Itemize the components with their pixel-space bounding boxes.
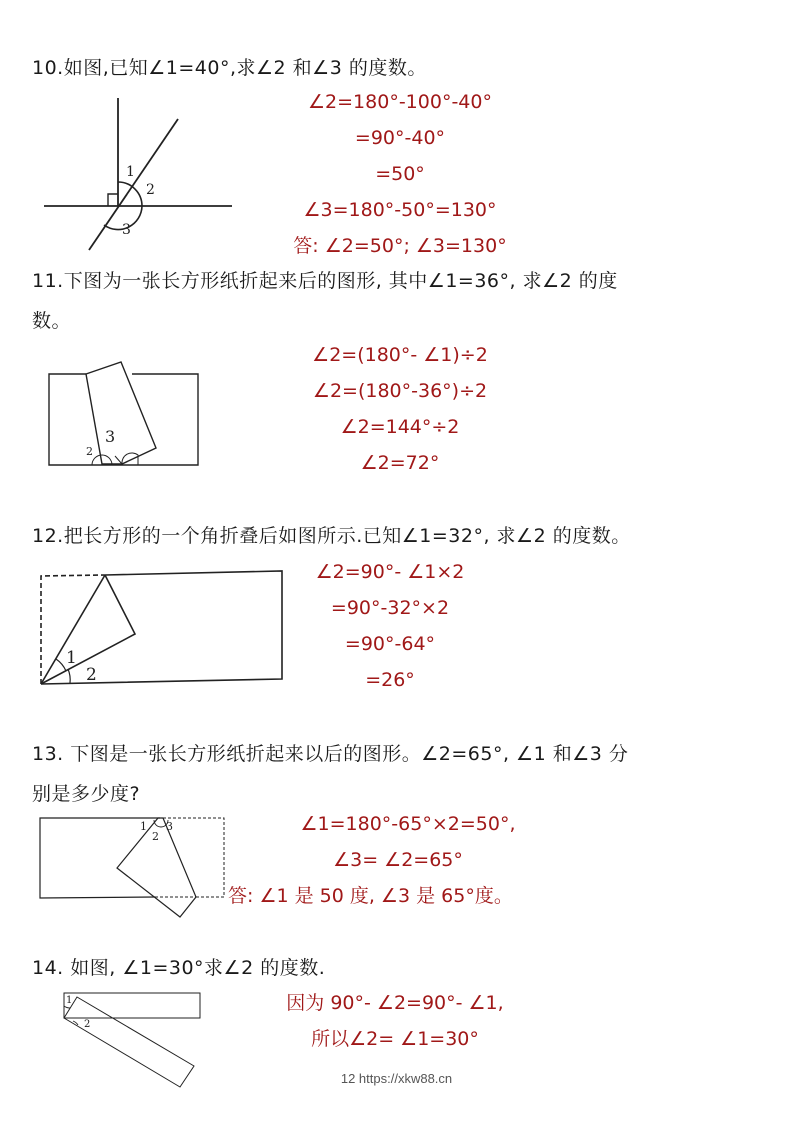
solution-line: ∠2=72° [360,452,440,474]
problem-14-question: 14. 如图, ∠1=30°求∠2 的度数. [32,957,326,979]
question-line: 别是多少度? [32,783,141,805]
solution-line: =90°-40° [354,127,446,149]
question-line: 数。 [32,310,72,332]
solution-line: ∠2=144°÷2 [340,416,460,438]
question-line: 13. 下图是一张长方形纸折起来以后的图形。∠2=65°, ∠1 和∠3 分 [32,743,629,765]
question-line: 11.下图为一张长方形纸折起来后的图形, 其中∠1=36°, 求∠2 的度 [32,270,618,292]
answer-line: 答: ∠2=50°; ∠3=130° [293,235,507,257]
solution-line: ∠2=(180°- ∠1)÷2 [312,344,488,366]
problem-12-question: 12.把长方形的一个角折叠后如图所示.已知∠1=32°, 求∠2 的度数。 [32,525,631,547]
angle-2-label: 2 [146,182,155,198]
angle-2-label: 2 [86,445,93,458]
solution-line: ∠1=180°-65°×2=50°, [300,813,516,835]
solution-line: 因为 90°- ∠2=90°- ∠1, [286,992,504,1014]
solution-line: 所以∠2= ∠1=30° [311,1028,479,1050]
solution-line: =50° [375,163,425,185]
problem-14-solution [270,985,520,1057]
angle-1-label: 1 [126,164,135,180]
angle-3-label: 3 [166,820,173,833]
solution-line: ∠3= ∠2=65° [333,849,463,871]
angle-3-label: 3 [105,427,116,446]
angle-2-label: 2 [86,665,97,685]
answer-line: 答: ∠1 是 50 度, ∠3 是 65°度。 [228,885,513,907]
angle-1-label: 1 [66,648,77,668]
solution-line: ∠2=180°-100°-40° [308,91,492,113]
angle-2-label: 2 [152,830,159,843]
angle-3-label: 3 [122,222,131,238]
problem-10-question: 10.如图,已知∠1=40°,求∠2 和∠3 的度数。 [32,57,427,79]
solution-line: =90°-64° [344,633,436,655]
solution-line: =26° [365,669,415,691]
angle-2-label: 2 [84,1019,91,1030]
solution-line: ∠3=180°-50°=130° [303,199,497,221]
angle-1-label: 1 [66,995,73,1006]
solution-line: ∠2=(180°-36°)÷2 [312,380,488,402]
solution-line: =90°-32°×2 [330,597,450,619]
solution-line: ∠2=90°- ∠1×2 [315,561,465,583]
page-footer: 12 https://xkw88.cn [340,1071,453,1086]
angle-1-label: 1 [140,820,147,833]
